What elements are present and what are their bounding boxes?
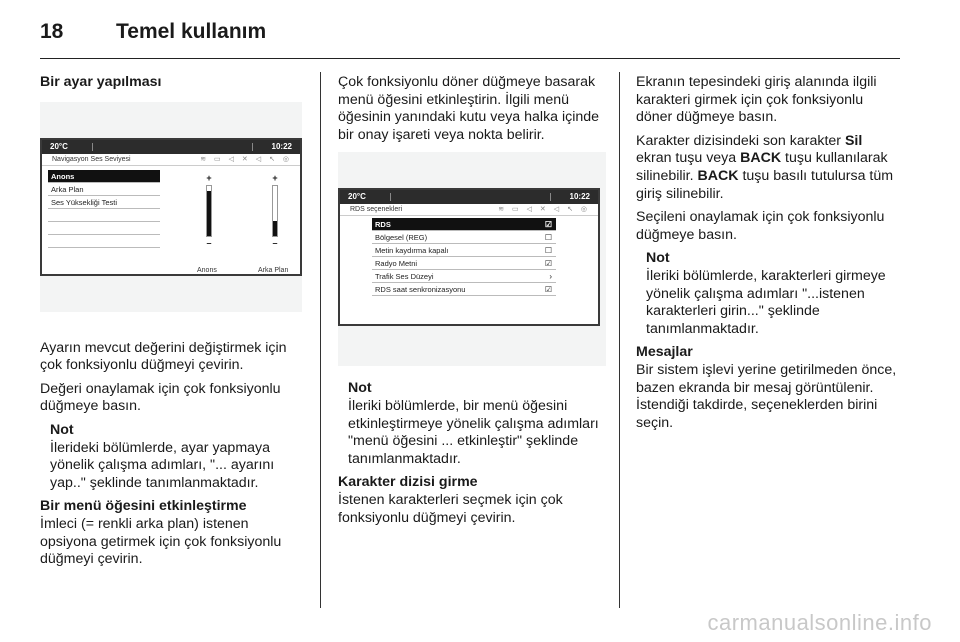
paragraph: Seçileni onaylamak için çok fonksiyonlu düğmeye basın. [636, 209, 885, 243]
screen-title-bar [42, 154, 300, 166]
list-item[interactable]: Ses Yüksekliği Testi [48, 196, 160, 209]
note [338, 380, 606, 468]
minus-icon: – [272, 237, 278, 248]
slider-label: Anons [197, 266, 217, 274]
column-1 [40, 74, 302, 575]
minus-icon: – [206, 237, 212, 248]
display-screen [40, 138, 302, 276]
section-heading: Mesajlar [636, 344, 693, 361]
header-rule [40, 58, 900, 59]
checkbox-icon: ☑ [544, 220, 552, 230]
column-2 [338, 74, 606, 533]
temperature: 20°C [50, 141, 68, 151]
status-icons: ≋ ▭ ◁ ✕ ◁ ↖ ◎ [200, 155, 292, 163]
menu-list [372, 218, 556, 296]
note-text: İleriki bölümlerde, bir menü öğesini etkinleştirmeye yönelik çalışma adımları "menü öğesini ... etkinleştir" şeklinde tanımlanmaktadır. [348, 397, 599, 467]
list-item[interactable]: Bölgesel (REG) ☐ [372, 231, 556, 244]
paragraph: İmleci (= renkli arka plan) istenen opsiyona getirmek için çok fonksiyonlu düğmeyi çevirin. [40, 515, 282, 568]
paragraph: Değeri onaylamak için çok fonksiyonlu düğmeye basın. [40, 380, 281, 415]
list-item[interactable]: RDS saat senkronizasyonu ☑ [372, 283, 556, 296]
paragraph: Ekranın tepesindeki giriş alanında ilgili karakteri girmek için çok fonksiyonlu döner düğmeye basın. [636, 74, 877, 126]
column-3 [636, 74, 898, 438]
slider-fill [273, 221, 277, 236]
list-item-empty [48, 209, 160, 222]
screen-title: RDS seçenekleri [350, 206, 403, 214]
paragraph: Karakter dizisindeki son karakter Sil ekran tuşu veya BACK tuşu kullanılarak silinebilir. BACK tuşu basılı tutulursa tüm giriş silinebilir. [636, 132, 894, 202]
slider-fill [207, 191, 211, 236]
screen-title: Navigasyon Ses Seviyesi [52, 155, 131, 163]
screen-title-bar [340, 204, 598, 216]
clock: 10:22 [271, 141, 292, 151]
section-heading: Karakter dizisi girme [338, 474, 478, 491]
note-text: İleriki bölümlerde, karakterleri girmeye yönelik çalışma adımları "...istenen karakterleri girin..." şeklinde tanımlanmaktadır. [646, 267, 886, 337]
section-heading: Bir ayar yapılması [40, 74, 162, 90]
paragraph: Ayarın mevcut değerini değiştirmek için çok fonksiyonlu düğmeyi çevirin. [40, 339, 287, 374]
checkbox-icon: ☐ [544, 246, 552, 256]
list-item-empty [48, 222, 160, 235]
note [636, 250, 898, 338]
slider-background[interactable] [268, 174, 282, 248]
paragraph: Çok fonksiyonlu döner düğmeye basarak menü öğesini etkinleştirin. İlgili menü öğesinin yanındaki kutu veya halka içinde bir onay işareti veya nokta belirir. [338, 74, 600, 143]
list-item-empty [48, 235, 160, 248]
list-item[interactable]: Trafik Ses Düzeyi › [372, 270, 556, 283]
menu-list [48, 170, 160, 248]
chevron-right-icon: › [549, 272, 552, 282]
paragraph: İstenen karakterleri seçmek için çok fonksiyonlu düğmeyi çevirin. [338, 491, 563, 526]
temperature: 20°C [348, 192, 366, 202]
note-text: İlerideki bölümlerde, ayar yapmaya yönelik çalışma adımları, "... ayarını yap.." şeklinde tanımlanmaktadır. [50, 439, 275, 491]
paragraph: Bir sistem işlevi yerine getirilmeden önce, bazen ekranda bir mesaj görüntülenir. İstendiği takdirde, seçeneklerden birini seçin. [636, 361, 897, 431]
watermark: carmanualsonline.info [707, 610, 932, 635]
display-screen [338, 188, 600, 326]
volume-screen-figure [40, 102, 302, 312]
page-title: Temel kullanım [116, 20, 267, 43]
checkbox-icon: ☑ [544, 285, 552, 295]
status-bar [42, 140, 300, 154]
column-divider-1 [320, 72, 321, 608]
plus-icon: + [272, 172, 278, 183]
page-header [40, 18, 920, 62]
note-title: Not [348, 380, 372, 397]
key-back: BACK [697, 167, 739, 184]
note-title: Not [646, 250, 670, 267]
status-bar [340, 190, 598, 204]
checkbox-icon: ☑ [544, 259, 552, 269]
section-heading: Bir menü öğesini etkinleştirme [40, 498, 247, 515]
rds-screen-figure [338, 152, 606, 366]
checkbox-icon: ☐ [544, 233, 552, 243]
list-item[interactable]: Radyo Metni ☑ [372, 257, 556, 270]
note-title: Not [50, 421, 74, 438]
clock: 10:22 [569, 192, 590, 202]
slider-label: Arka Plan [258, 266, 289, 274]
page-number: 18 [40, 20, 64, 43]
slider-announcement[interactable] [202, 174, 216, 248]
list-item[interactable]: Arka Plan [48, 183, 160, 196]
key-back: BACK [740, 150, 782, 167]
plus-icon: + [206, 172, 212, 183]
list-item[interactable]: Metin kaydırma kapalı ☐ [372, 244, 556, 257]
softkey-sil: Sil [844, 132, 863, 149]
status-icons: ≋ ▭ ◁ ✕ ◁ ↖ ◎ [498, 206, 590, 214]
column-divider-2 [619, 72, 620, 608]
list-item[interactable]: RDS ☑ [372, 218, 556, 231]
list-item[interactable]: Anons [48, 170, 160, 183]
note [40, 422, 302, 492]
